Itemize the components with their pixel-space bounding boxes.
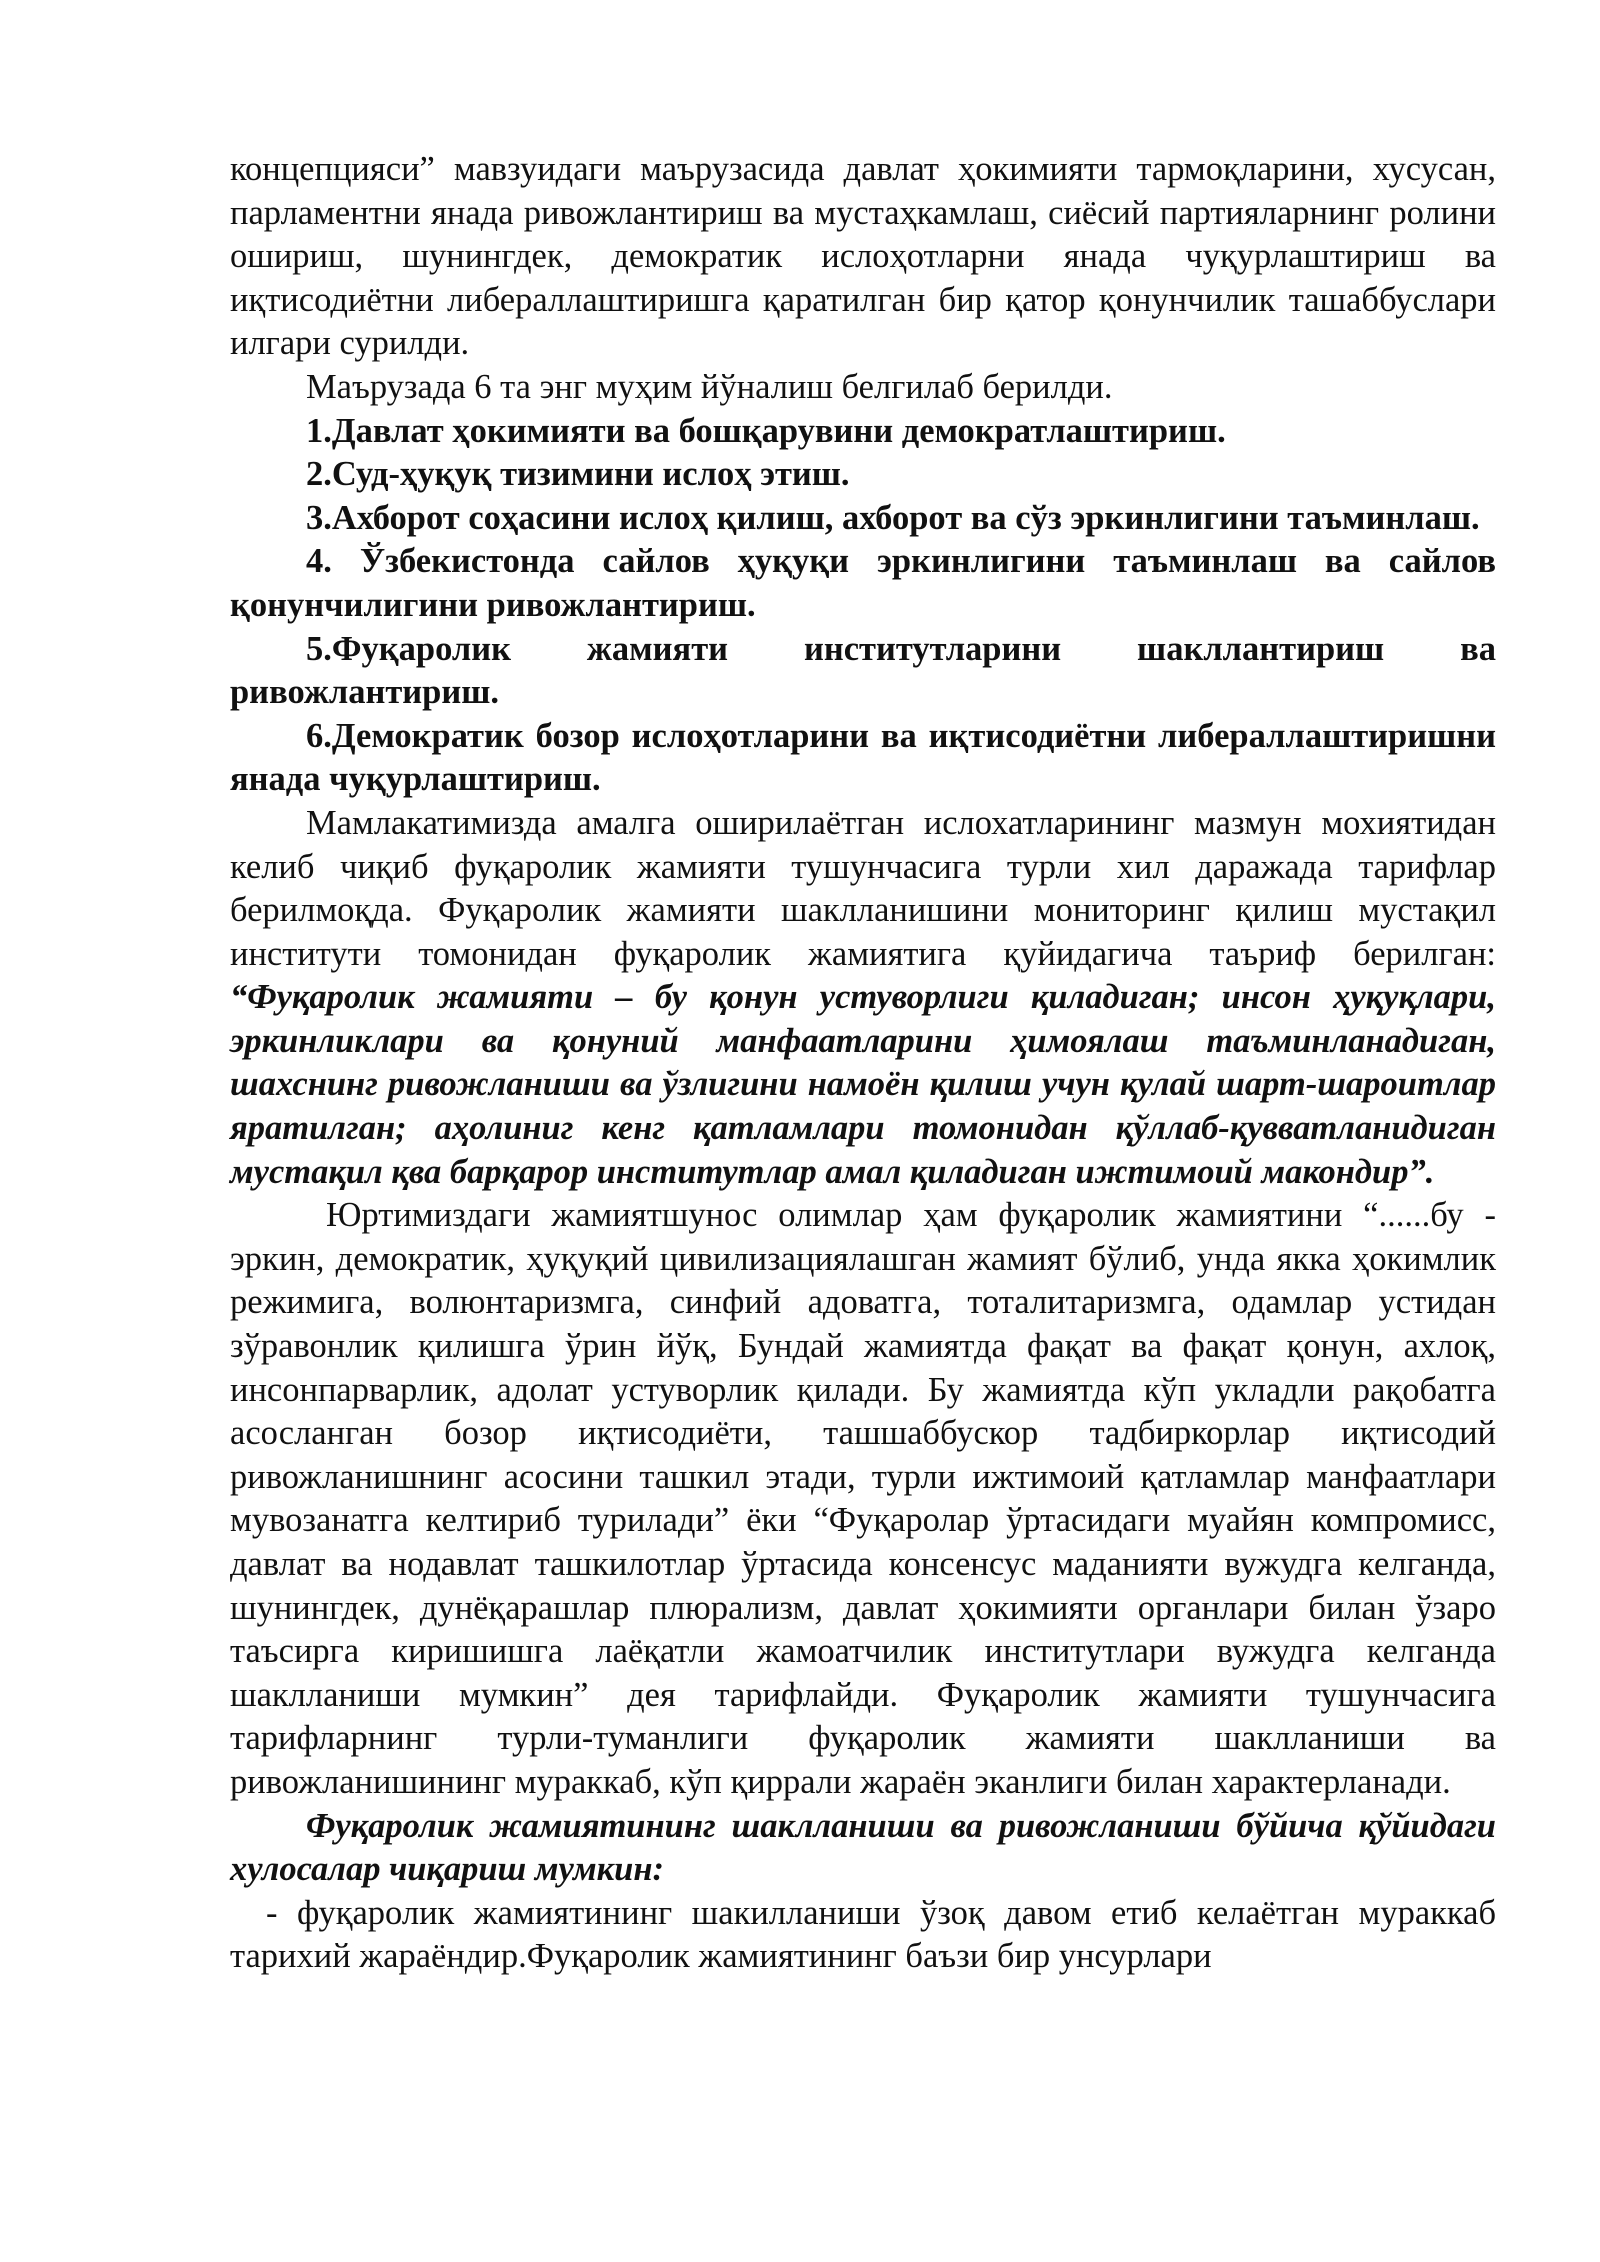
paragraph-scholars: Юртимиздаги жамиятшунос олимлар ҳам фуқаролик жамиятини “......бу - эркин, демократик, ҳуқуқий цивилизациялашган жамият бўлиб, унда якка ҳокимлик режимига, волюнтаризмга, синфий адоватга, тоталитаризмга, одамлар устидан зўравонлик қилишга ўрин йўқ, Бундай жамиятда фақат ва фақат қонун, ахлоқ, инсонпарварлик, адолат устуворлик қилади. Бу жамиятда кўп укладли рақобатга асосланган бозор иқтисодиёти, ташшаббускор тадбиркорлар иқтисодий ривожланишнинг асосини ташкил этади, турли ижтимоий қатламлар манфаатлари мувозанатга келтириб турилади” ёки “Фуқаролар ўртасидаги муайян компромисс, давлат ва нодавлат ташкилотлар ўртасида консенсус маданияти вужудга келганда, шунингдек, дунёқарашлар плюрализм, давлат ҳокимияти органлари билан ўзаро таъсирга киришишга лаёқатли жамоатчилик институтлари вужудга келганда шаклланиши мумкин” дея тарифлайди. Фуқаролик жамияти тушунчасига тарифларнинг турли-туманлиги фуқаролик жамияти шаклланиши ва ривожланишининг мураккаб, кўп қиррали жараён эканлиги билан характерланади. bbox=[230, 1196, 1496, 1801]
direction-item-1: 1.Давлат ҳокимияти ва бошқарувини демократлаштириш. bbox=[306, 411, 1226, 450]
conclusions-heading: Фуқаролик жамиятининг шаклланиши ва ривожланиши бўйича қўйидаги хулосалар чиқариш мумкин: bbox=[230, 1806, 1496, 1889]
direction-item-6: 6.Демократик бозор ислоҳотларини ва иқтисодиётни либераллаштиришни янада чуқурлаштириш. bbox=[230, 716, 1496, 799]
direction-item-5: 5.Фуқаролик жамияти институтларини шакллантириш ва ривожлантириш. bbox=[230, 629, 1496, 712]
direction-item-2: 2.Суд-ҳуқуқ тизимини ислоҳ этиш. bbox=[306, 455, 850, 494]
direction-item-4: 4. Ўзбекистонда сайлов ҳуқуқи эркинлигини таъминлаш ва сайлов қонунчилигини ривожлантириш. bbox=[230, 542, 1496, 624]
conclusion-item-1: - фуқаролик жамиятининг шакилланиши ўзоқ давом етиб келаётган мураккаб тарихий жараёндир.Фуқаролик жамиятининг баъзи бир унсурлари bbox=[230, 1893, 1496, 1976]
document-page bbox=[230, 148, 1496, 1979]
paragraph-directions-lead: Маърузада 6 та энг муҳим йўналиш белгилаб берилди. bbox=[306, 367, 1113, 406]
definition-quote: “Фуқаролик жамияти – бу қонун устуворлиги қиладиган; инсон ҳуқуқлари, эркинликлари ва қонуний манфаатларини ҳимоялаш таъминланадиган, шахснинг ривожланиши ва ўзлигини намоён қилиш учун қулай шарт-шароитлар яратилган; аҳолиниг кенг қатламлари томонидан қўллаб-қувватланидиган мустақил қва барқарор институтлар амал қиладиган ижтимоий макондир”. bbox=[230, 978, 1496, 1191]
direction-item-3: 3.Ахборот соҳасини ислоҳ қилиш, ахборот ва сўз эркинлигини таъминлаш. bbox=[306, 498, 1480, 537]
paragraph-intro: концепцияси” мавзуидаги маърузасида давлат ҳокимияти тармоқларини, хусусан, парламентни янада ривожлантириш ва мустаҳкамлаш, сиёсий партияларнинг ролини ошириш, шунингдек, демократик ислоҳотларни янада чуқурлаштириш ва иқтисодиётни либераллаштиришга қаратилган бир қатор қонунчилик ташаббуслари илгари сурилди. bbox=[230, 150, 1496, 363]
paragraph-definition bbox=[230, 802, 1496, 1194]
definition-intro-text: Мамлакатимизда амалга оширилаётган ислохатларининг мазмун мохиятидан келиб чиқиб фуқаролик жамияти тушунчасига турли хил даражада тарифлар берилмоқда. Фуқаролик жамияти шаклланишини мониторинг қилиш мустақил институти томонидан фуқаролик жамиятига қуйидагича таъриф берилган: bbox=[230, 803, 1496, 973]
